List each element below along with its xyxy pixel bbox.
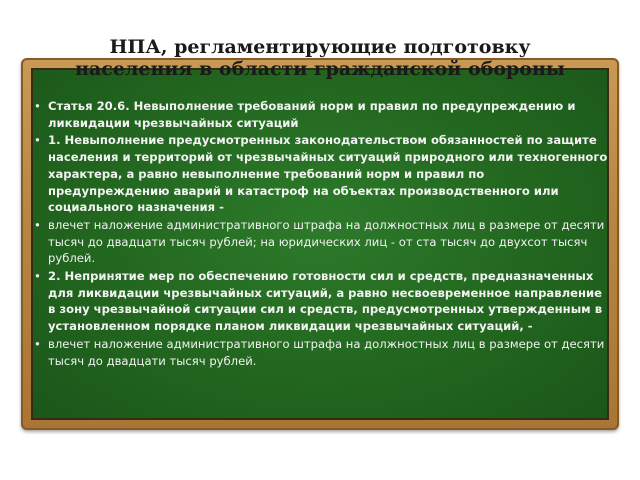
bullet-text: Статья 20.6. Невыполнение требований норм и правил по предупреждению и ликвидации чрезвычайных ситуаций xyxy=(48,99,576,130)
bullet-dot-icon: • xyxy=(34,133,41,148)
slide-title-line1: НПА, регламентирующие подготовку xyxy=(109,36,531,58)
bullet-part-1 xyxy=(34,132,608,216)
slide-title xyxy=(20,36,620,80)
bullet-part-2 xyxy=(34,268,608,335)
bullet-text: 1. Невыполнение предусмотренных законодательством обязанностей по защите населения и территорий от чрезвычайных ситуаций природного или техногенного характера, а равно невыполнение требований норм и правил по предупреждению аварий и катастроф на объектах производственного или социального назначения - xyxy=(48,133,608,215)
bullet-dot-icon: • xyxy=(34,217,41,232)
bullet-dot-icon: • xyxy=(34,336,41,351)
bullet-text: влечет наложение административного штрафа на должностных лиц в размере от десяти тысяч до двадцати тысяч рублей. xyxy=(48,336,605,368)
bullet-article-title xyxy=(34,98,608,131)
bullet-dot-icon: • xyxy=(34,269,41,284)
bullet-dot-icon: • xyxy=(34,99,41,113)
bullet-text: влечет наложение административного штрафа на должностных лиц в размере от десяти тысяч до двадцати тысяч рублей; на юридических лиц - от ста тысяч до двухсот тысяч рублей. xyxy=(48,217,605,266)
slide-title-line2: населения в области гражданской обороны xyxy=(75,58,565,80)
content-bullet-list xyxy=(34,98,608,370)
bullet-text: 2. Непринятие мер по обеспечению готовности сил и средств, предназначенных для ликвидации чрезвычайных ситуаций, а равно несвоевременное направление в зону чрезвычайной ситуации сил и средств, предусмотренных утвержденным в установленном порядке планом ликвидации чрезвычайных ситуаций, - xyxy=(48,269,603,334)
bullet-penalty-2 xyxy=(34,336,608,369)
bullet-penalty-1 xyxy=(34,217,608,267)
